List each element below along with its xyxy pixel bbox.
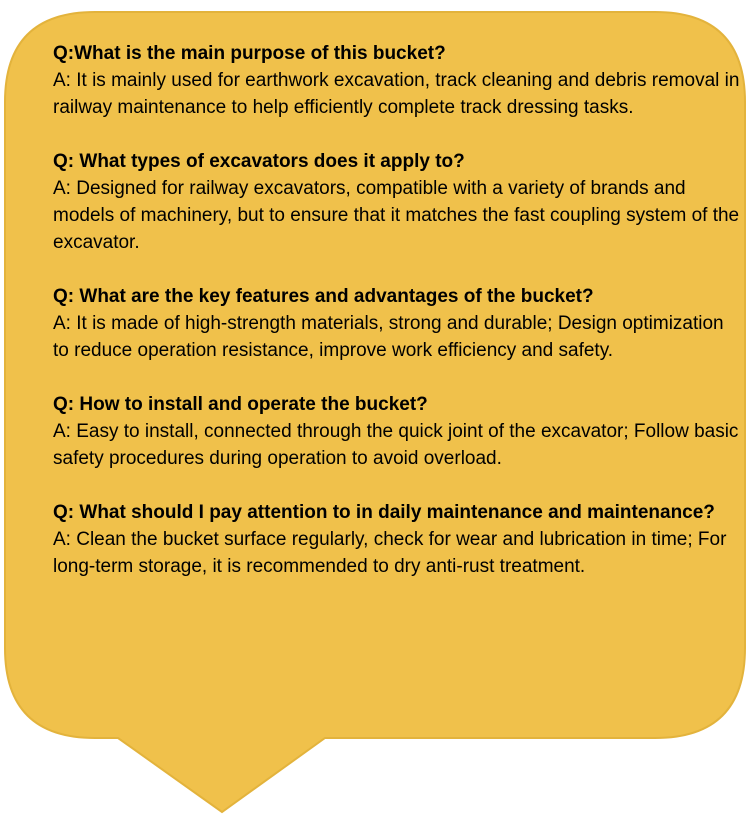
faq-answer: A: Clean the bucket surface regularly, check for wear and lubrication in time; For long-term storage, it is recommended to dry anti-rust treatment.	[53, 529, 727, 577]
faq-answer: A: It is made of high-strength materials, strong and durable; Design optimization to reduce operation resistance, improve work efficiency and safety.	[53, 313, 724, 361]
faq-item	[53, 283, 743, 364]
faq-item	[53, 499, 743, 580]
faq-item	[53, 40, 743, 121]
faq-item	[53, 391, 743, 472]
faq-question: Q: What are the key features and advantages of the bucket?	[53, 286, 594, 307]
faq-item	[53, 148, 743, 256]
faq-answer: A: It is mainly used for earthwork excavation, track cleaning and debris removal in railway maintenance to help efficiently complete track dressing tasks.	[53, 70, 740, 118]
faq-question: Q: What types of excavators does it apply to?	[53, 151, 465, 172]
faq-answer: A: Easy to install, connected through the quick joint of the excavator; Follow basic safety procedures during operation to avoid overload.	[53, 421, 739, 469]
faq-question: Q: How to install and operate the bucket?	[53, 394, 428, 415]
faq-question: Q:What is the main purpose of this bucket?	[53, 43, 446, 64]
faq-answer: A: Designed for railway excavators, compatible with a variety of brands and models of machinery, but to ensure that it matches the fast coupling system of the excavator.	[53, 178, 740, 253]
faq-question: Q: What should I pay attention to in daily maintenance and maintenance?	[53, 502, 715, 523]
faq-list	[53, 40, 743, 580]
